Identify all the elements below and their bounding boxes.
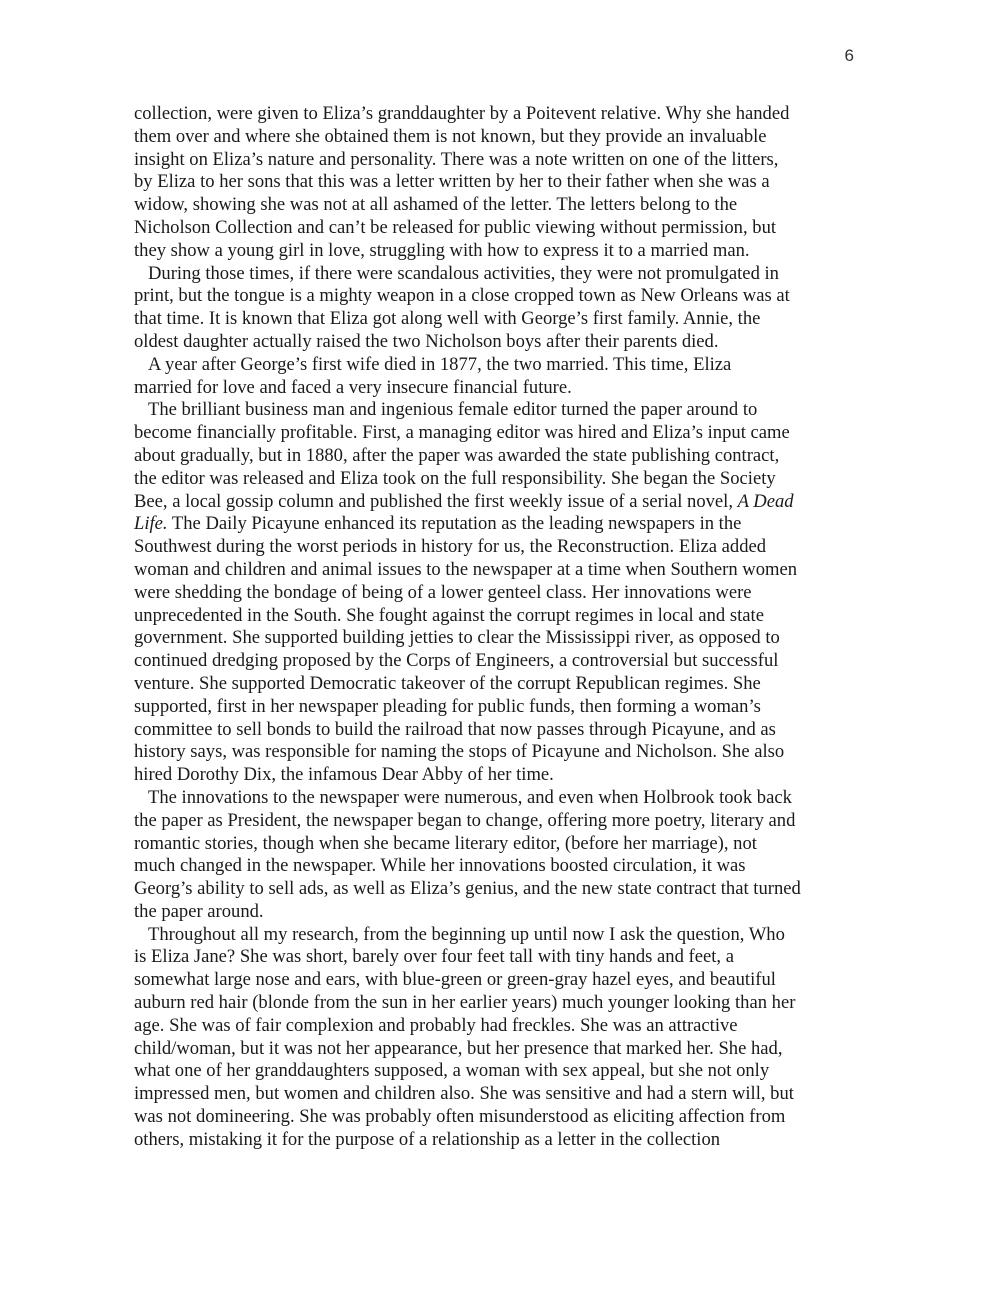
text-line: become financially profitable. First, a managing editor was hired and Eliza’s input came [134, 422, 790, 444]
text-line: During those times, if there were scandalous activities, they were not promulgated in [148, 262, 779, 284]
text-line: insight on Eliza’s nature and personality. There was a note written on one of the litters, [134, 148, 779, 170]
text-line: print, but the tongue is a mighty weapon in a close cropped town as New Orleans was at [134, 285, 790, 307]
text-line: the paper around. [134, 900, 264, 922]
paragraph [134, 399, 856, 787]
paragraph [134, 787, 856, 924]
paragraph [134, 103, 856, 263]
novel-title: Life. [134, 513, 168, 535]
text-line: auburn red hair (blonde from the sun in her earlier years) much younger looking than her [134, 992, 796, 1014]
text-line [134, 513, 856, 536]
text-line: what one of her granddaughters supposed, a woman with sex appeal, but she not only [134, 1060, 770, 1082]
text-line: widow, showing she was not at all ashamed of the letter. The letters belong to the [134, 194, 738, 216]
text-line: Throughout all my research, from the beginning up until now I ask the question, Who [148, 923, 785, 945]
body-text [134, 103, 856, 1152]
text-line: continued dredging proposed by the Corps of Engineers, a controversial but successful [134, 650, 779, 672]
text-line: they show a young girl in love, struggling with how to express it to a married man. [134, 239, 750, 261]
text-line: romantic stories, though when she became literary editor, (before her marriage), not [134, 832, 757, 854]
text-segment: The Daily Picayune enhanced its reputation as the leading newspapers in the [167, 513, 742, 535]
text-line: supported, first in her newspaper pleading for public funds, then forming a woman’s [134, 695, 761, 717]
text-line: history says, was responsible for naming the stops of Picayune and Nicholson. She also [134, 741, 785, 763]
text-line: the paper as President, the newspaper began to change, offering more poetry, literary and [134, 809, 796, 831]
text-line: impressed men, but women and children also. She was sensitive and had a stern will, but [134, 1083, 794, 1105]
text-line: hired Dorothy Dix, the infamous Dear Abby of her time. [134, 764, 554, 786]
text-line: oldest daughter actually raised the two Nicholson boys after their parents died. [134, 330, 719, 352]
text-line: that time. It is known that Eliza got along well with George’s first family. Annie, the [134, 308, 761, 330]
text-line: married for love and faced a very insecure financial future. [134, 376, 572, 398]
text-line: unprecedented in the South. She fought against the corrupt regimes in local and state [134, 604, 764, 626]
text-line [134, 491, 856, 514]
text-line: government. She supported building jetties to clear the Mississippi river, as opposed to [134, 627, 780, 649]
text-line: the editor was released and Eliza took on the full responsibility. She began the Society [134, 467, 776, 489]
text-line: committee to sell bonds to build the railroad that now passes through Picayune, and as [134, 718, 776, 740]
text-line: them over and where she obtained them is not known, but they provide an invaluable [134, 125, 767, 147]
text-line: were shedding the bondage of being of a lower genteel class. Her innovations were [134, 581, 752, 603]
text-line: much changed in the newspaper. While her innovations boosted circulation, it was [134, 855, 746, 877]
text-line: Georg’s ability to sell ads, as well as Eliza’s genius, and the new state contract that turned [134, 878, 801, 900]
text-line: A year after George’s first wife died in 1877, the two married. This time, Eliza [148, 353, 732, 375]
text-line: was not domineering. She was probably often misunderstood as eliciting affection from [134, 1106, 786, 1128]
paragraph [134, 354, 856, 400]
text-line: Nicholson Collection and can’t be released for public viewing without permission, but [134, 216, 777, 238]
text-line: somewhat large nose and ears, with blue-green or green-gray hazel eyes, and beautiful [134, 969, 776, 991]
text-line: child/woman, but it was not her appearance, but her presence that marked her. She had, [134, 1037, 783, 1059]
text-line: The innovations to the newspaper were numerous, and even when Holbrook took back [148, 786, 792, 808]
text-line: is Eliza Jane? She was short, barely over four feet tall with tiny hands and feet, a [134, 946, 734, 968]
text-line: age. She was of fair complexion and probably had freckles. She was an attractive [134, 1014, 738, 1036]
novel-title: A Dead [737, 490, 794, 512]
paragraph [134, 924, 856, 1152]
text-segment: Bee, a local gossip column and published the first weekly issue of a serial novel, [134, 490, 738, 512]
text-line: The brilliant business man and ingenious female editor turned the paper around to [148, 399, 758, 421]
text-line: others, mistaking it for the purpose of a relationship as a letter in the collection [134, 1128, 721, 1150]
text-line: Southwest during the worst periods in history for us, the Reconstruction. Eliza added [134, 536, 767, 558]
text-line: woman and children and animal issues to the newspaper at a time when Southern women [134, 558, 798, 580]
page-number: 6 [844, 46, 854, 65]
text-line: venture. She supported Democratic takeover of the corrupt Republican regimes. She [134, 672, 761, 694]
text-line: collection, were given to Eliza’s granddaughter by a Poitevent relative. Why she handed [134, 103, 790, 124]
text-line: about gradually, but in 1880, after the paper was awarded the state publishing contract, [134, 444, 780, 466]
text-line: by Eliza to her sons that this was a letter written by her to their father when she was a [134, 171, 770, 193]
paragraph [134, 263, 856, 354]
